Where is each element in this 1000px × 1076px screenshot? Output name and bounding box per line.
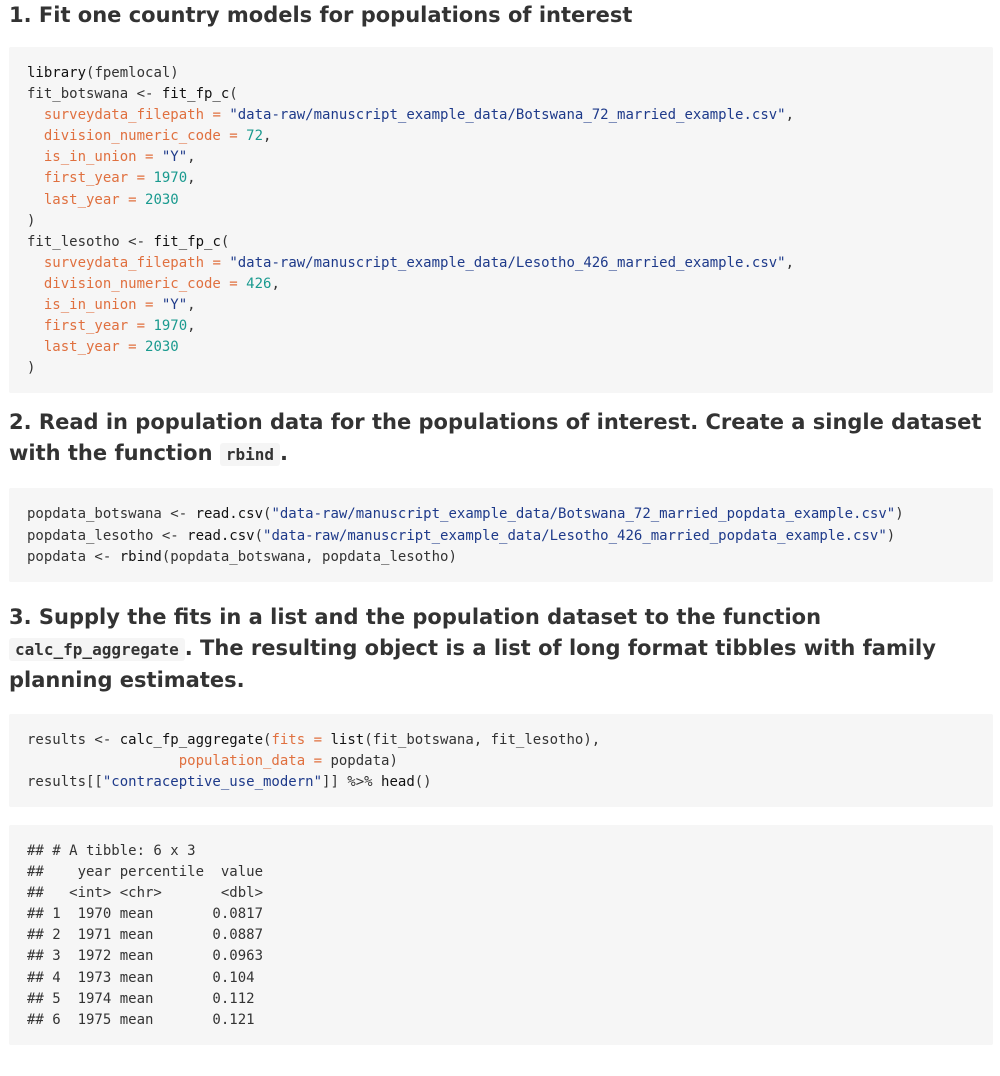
code-line: division_numeric_code = 72, — [43, 128, 272, 145]
code-line: results[["contraceptive_use_modern"]] %>% head() — [27, 773, 432, 790]
code-line: first_year = 1970, — [43, 318, 196, 335]
output-line: ## 4 1973 mean 0.104 — [27, 969, 255, 986]
code-line: ) — [27, 212, 36, 229]
output-line: ## 5 1974 mean 0.112 — [27, 990, 255, 1007]
code-line: fit_lesotho <- fit_fp_c( — [27, 233, 230, 250]
code-line: surveydata_filepath = "data-raw/manuscript_example_data/Lesotho_426_married_example.csv", — [43, 254, 795, 271]
output-line: ## 6 1975 mean 0.121 — [27, 1011, 255, 1028]
output-line: ## 3 1972 mean 0.0963 — [27, 948, 264, 965]
code-block-fit-models — [9, 47, 993, 393]
code-output-tibble — [9, 825, 993, 1045]
output-line: ## 2 1971 mean 0.0887 — [27, 927, 264, 944]
code-line: library(fpemlocal) — [27, 65, 179, 81]
inline-code-calc-fp-aggregate: calc_fp_aggregate — [9, 638, 185, 661]
code-line: first_year = 1970, — [43, 170, 196, 187]
output-line: ## <int> <chr> <dbl> — [27, 885, 264, 902]
code-line: fit_botswana <- fit_fp_c( — [27, 86, 238, 103]
code-block-read-popdata — [9, 488, 993, 581]
heading-step-1: 1. Fit one country models for populations of interest — [9, 3, 633, 27]
code-line: division_numeric_code = 426, — [43, 275, 280, 292]
code-line: results <- calc_fp_aggregate(fits = list(fit_botswana, fit_lesotho), — [27, 731, 601, 748]
code-block-aggregate — [9, 714, 993, 807]
heading-step-3: 3. Supply the fits in a list and the population dataset to the function calc_fp_aggregate . The resulting object is a list of long format tibbles with family planning estimates. — [9, 604, 936, 692]
code-line: surveydata_filepath = "data-raw/manuscript_example_data/Botswana_72_married_example.csv", — [43, 107, 795, 124]
output-line: ## # A tibble: 6 x 3 — [27, 842, 196, 859]
code-line: population_data = popdata) — [178, 752, 398, 769]
output-line: ## year percentile value — [27, 864, 264, 881]
code-line: ) — [27, 360, 36, 377]
code-line: is_in_union = "Y", — [43, 149, 196, 166]
code-line: last_year = 2030 — [43, 339, 179, 356]
heading-step-2: 2. Read in population data for the populations of interest. Create a single dataset with the function rbind . — [9, 410, 982, 466]
code-line: popdata_lesotho <- read.csv("data-raw/manuscript_example_data/Lesotho_426_married_popdata_example.csv") — [27, 527, 896, 544]
output-line: ## 1 1970 mean 0.0817 — [27, 906, 264, 923]
code-line: popdata <- rbind(popdata_botswana, popdata_lesotho) — [27, 548, 457, 565]
code-line: last_year = 2030 — [43, 191, 179, 208]
code-line: is_in_union = "Y", — [43, 297, 196, 314]
inline-code-rbind: rbind — [220, 443, 280, 466]
code-line: popdata_botswana <- read.csv("data-raw/manuscript_example_data/Botswana_72_married_popdata_example.csv") — [27, 506, 904, 523]
